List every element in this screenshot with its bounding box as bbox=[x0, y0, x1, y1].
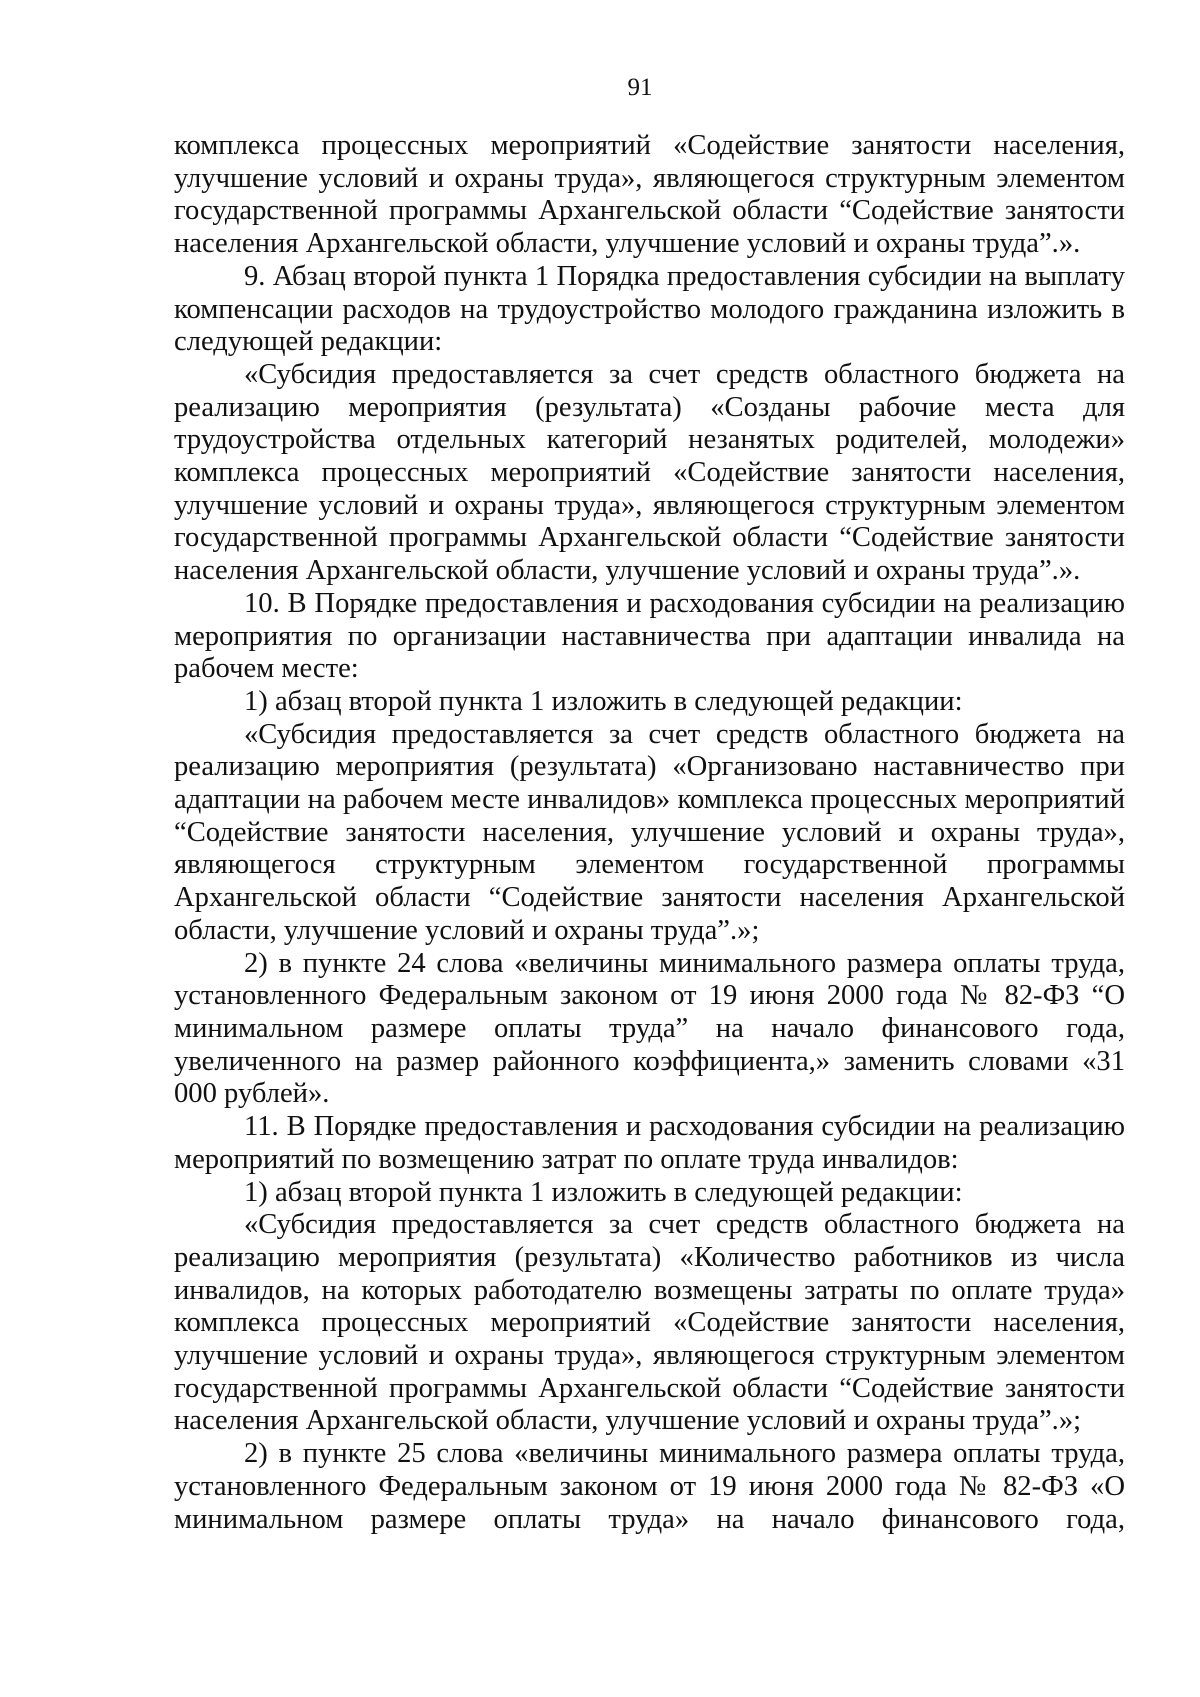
paragraph: 11. В Порядке предоставления и расходования субсидии на реализацию мероприятий по возмещению затрат по оплате труда инвалидов: bbox=[174, 1111, 1125, 1175]
paragraph: 9. Абзац второй пункта 1 Порядка предоставления субсидии на выплату компенсации расходов на трудоустройство молодого гражданина изложить в следующей редакции: bbox=[174, 260, 1125, 358]
paragraph: 10. В Порядке предоставления и расходования субсидии на реализацию мероприятия по организации наставничества при адаптации инвалида на рабочем месте: bbox=[174, 587, 1125, 685]
paragraph: «Субсидия предоставляется за счет средств областного бюджета на реализацию мероприятия (результата) «Организовано наставничество при адаптации на рабочем месте инвалидов» комплекса процессных мероприятий “Содействие занятости населения, улучшение условий и охраны труда», являющегося структурным элементом государственной программы Архангельской области “Содействие занятости населения Архангельской области, улучшение условий и охраны труда”.»; bbox=[174, 718, 1125, 946]
paragraph: 2) в пункте 24 слова «величины минимального размера оплаты труда, установленного Федеральным законом от 19 июня 2000 года № 82-ФЗ “О минимальном размере оплаты труда” на начало финансового года, увеличенного на размер районного коэффициента,» заменить словами «31 000 рублей». bbox=[174, 947, 1125, 1110]
paragraph: 1) абзац второй пункта 1 изложить в следующей редакции: bbox=[244, 685, 963, 717]
paragraph: «Субсидия предоставляется за счет средств областного бюджета на реализацию мероприятия (результата) «Созданы рабочие места для трудоустройства отдельных категорий незанятых родителей, молодежи» комплекса процессных мероприятий «Содействие занятости населения, улучшение условий и охраны труда», являющегося структурным элементом государственной программы Архангельской области “Содействие занятости населения Архангельской области, улучшение условий и охраны труда”.». bbox=[174, 358, 1125, 587]
page-number: 91 bbox=[627, 74, 653, 101]
paragraph: 2) в пункте 25 слова «величины минимального размера оплаты труда, установленного Федеральным законом от 19 июня 2000 года № 82-ФЗ «О минимальном размере оплаты труда» на начало финансового года, bbox=[174, 1438, 1125, 1535]
paragraph: «Субсидия предоставляется за счет средств областного бюджета на реализацию мероприятия (результата) «Количество работников из числа инвалидов, на которых работодателю возмещены затраты по оплате труда» комплекса процессных мероприятий «Содействие занятости населения, улучшение условий и охраны труда», являющегося структурным элементом государственной программы Архангельской области “Содействие занятости населения Архангельской области, улучшение условий и охраны труда”.»; bbox=[174, 1209, 1125, 1437]
paragraph: 1) абзац второй пункта 1 изложить в следующей редакции: bbox=[244, 1176, 963, 1208]
paragraph: комплекса процессных мероприятий «Содействие занятости населения, улучшение условий и охраны труда», являющегося структурным элементом государственной программы Архангельской области “Содействие занятости населения Архангельской области, улучшение условий и охраны труда”.». bbox=[174, 130, 1125, 260]
document-body bbox=[174, 130, 1125, 1536]
